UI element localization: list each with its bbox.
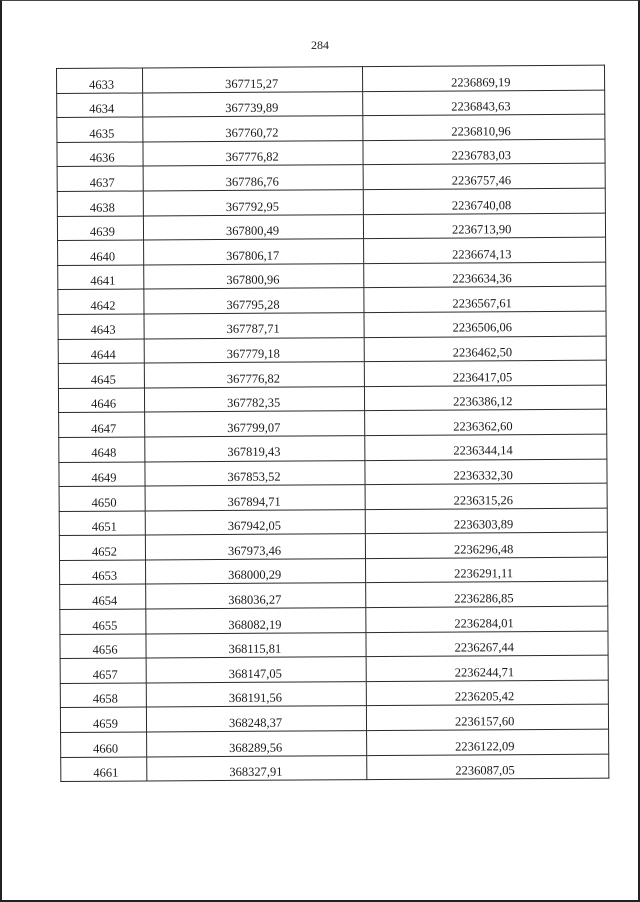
- point-number-cell: [59, 535, 145, 560]
- y-coordinate-cell-text: 2236122,09: [455, 738, 515, 754]
- point-number-cell: [60, 707, 146, 732]
- table-row: [58, 237, 606, 265]
- x-coordinate-cell-text: 367787,71: [226, 322, 280, 337]
- y-coordinate-cell-text: 2236757,46: [451, 173, 512, 188]
- y-coordinate-cell: [366, 606, 608, 632]
- y-coordinate-cell-text: 2236810,96: [451, 123, 511, 139]
- y-coordinate-cell: [367, 729, 609, 755]
- x-coordinate-cell-text: 367792,95: [225, 199, 280, 214]
- y-coordinate-cell: [366, 557, 608, 583]
- point-number-cell-text: 4639: [89, 224, 116, 239]
- table-row: [57, 65, 605, 93]
- point-number-cell: [57, 93, 143, 118]
- table-row: [58, 336, 606, 364]
- x-coordinate-cell-text: 367786,76: [225, 174, 279, 189]
- y-coordinate-cell-text: 2236506,06: [452, 320, 513, 336]
- x-coordinate-cell-text: 367779,18: [226, 346, 280, 362]
- point-number-cell: [57, 117, 143, 142]
- coordinates-table-body: [57, 65, 609, 782]
- y-coordinate-cell-text: 2236386,12: [453, 394, 513, 409]
- point-number-cell: [58, 289, 144, 314]
- x-coordinate-cell: [146, 706, 366, 732]
- point-number-cell-text: 4656: [92, 642, 118, 657]
- y-coordinate-cell: [363, 90, 605, 116]
- x-coordinate-cell: [147, 755, 367, 781]
- page-number: 284: [311, 38, 329, 52]
- y-coordinate-cell: [366, 631, 608, 657]
- point-number-cell: [60, 609, 146, 634]
- y-coordinate-cell: [363, 188, 605, 214]
- point-number-cell: [60, 584, 146, 609]
- table-row: [59, 434, 607, 462]
- point-number-cell-text: 4640: [90, 249, 116, 264]
- x-coordinate-cell: [144, 337, 364, 363]
- x-coordinate-cell: [146, 657, 366, 683]
- point-number-cell-text: 4658: [92, 692, 118, 707]
- point-number-cell: [58, 388, 144, 413]
- x-coordinate-cell: [146, 583, 366, 609]
- table-row: [60, 680, 608, 708]
- x-coordinate-cell-text: 368248,37: [228, 715, 283, 730]
- y-coordinate-cell: [365, 409, 607, 435]
- point-number-cell: [60, 634, 146, 659]
- y-coordinate-cell-text: 2236462,50: [452, 345, 513, 360]
- y-coordinate-cell-text: 2236344,14: [453, 443, 513, 459]
- x-coordinate-cell: [146, 558, 366, 584]
- point-number-cell-text: 4652: [91, 544, 117, 559]
- y-coordinate-cell-text: 2236332,30: [453, 468, 513, 483]
- point-number-cell-text: 4646: [91, 396, 117, 412]
- x-coordinate-cell-text: 367800,49: [225, 223, 280, 239]
- table-row: [58, 286, 606, 314]
- point-number-cell-text: 4645: [90, 372, 116, 387]
- x-coordinate-cell: [144, 313, 364, 339]
- point-number-cell: [60, 658, 146, 683]
- y-coordinate-cell: [364, 360, 606, 386]
- x-coordinate-cell: [143, 116, 363, 142]
- x-coordinate-cell: [143, 140, 363, 166]
- x-coordinate-cell: [144, 263, 364, 289]
- point-number-cell: [61, 757, 147, 782]
- y-coordinate-cell-text: 2236713,90: [451, 222, 512, 237]
- x-coordinate-cell-text: 367800,96: [226, 272, 280, 288]
- table-row: [59, 508, 607, 536]
- x-coordinate-cell-text: 367894,71: [227, 494, 281, 509]
- x-coordinate-cell: [147, 731, 367, 757]
- x-coordinate-cell: [145, 509, 365, 535]
- point-number-cell-text: 4660: [93, 741, 119, 756]
- x-coordinate-cell-text: 367782,35: [227, 395, 281, 411]
- x-coordinate-cell: [144, 239, 364, 265]
- table-row: [59, 483, 607, 511]
- table-row: [59, 532, 607, 560]
- y-coordinate-cell: [366, 680, 608, 706]
- point-number-cell: [59, 486, 145, 511]
- table-row: [57, 90, 605, 118]
- y-coordinate-cell-text: 2236634,36: [452, 271, 512, 286]
- x-coordinate-cell-text: 367776,82: [226, 371, 281, 386]
- table-row: [61, 754, 609, 782]
- table-row: [58, 311, 606, 339]
- point-number-cell: [59, 437, 145, 462]
- x-coordinate-cell-text: 367739,89: [225, 100, 279, 116]
- y-coordinate-cell-text: 2236674,13: [452, 246, 512, 262]
- table-row: [57, 114, 605, 142]
- point-number-cell-text: 4635: [89, 126, 115, 141]
- table-row: [60, 631, 608, 659]
- y-coordinate-cell: [364, 262, 606, 288]
- point-number-cell: [57, 68, 143, 93]
- point-number-cell-text: 4657: [92, 667, 118, 682]
- table-row: [60, 606, 608, 634]
- point-number-cell-text: 4661: [93, 765, 119, 780]
- y-coordinate-cell: [365, 483, 607, 509]
- y-coordinate-cell: [366, 705, 608, 731]
- point-number-cell-text: 4637: [89, 175, 115, 190]
- y-coordinate-cell: [362, 65, 604, 91]
- table-row: [57, 213, 605, 241]
- y-coordinate-cell-text: 2236205,42: [454, 689, 515, 704]
- x-coordinate-cell-text: 367795,28: [226, 297, 280, 312]
- y-coordinate-cell-text: 2236157,60: [454, 714, 515, 729]
- point-number-cell: [57, 191, 143, 216]
- y-coordinate-cell-text: 2236303,89: [453, 517, 514, 532]
- table-row: [59, 409, 607, 437]
- x-coordinate-cell-text: 367760,72: [225, 125, 279, 140]
- point-number-cell-text: 4651: [91, 519, 117, 535]
- point-number-cell-text: 4641: [90, 273, 116, 289]
- x-coordinate-cell-text: 367776,82: [225, 149, 279, 165]
- point-number-cell: [59, 412, 145, 437]
- table-row: [59, 459, 607, 487]
- x-coordinate-cell: [145, 485, 365, 511]
- y-coordinate-cell-text: 2236783,03: [451, 148, 511, 163]
- x-coordinate-cell: [145, 411, 365, 437]
- y-coordinate-cell: [366, 655, 608, 681]
- point-number-cell-text: 4648: [91, 446, 117, 461]
- y-coordinate-cell: [367, 754, 609, 780]
- y-coordinate-cell-text: 2236291,11: [454, 566, 514, 581]
- y-coordinate-cell: [364, 237, 606, 263]
- point-number-cell-text: 4644: [90, 347, 116, 362]
- y-coordinate-cell-text: 2236296,48: [453, 542, 514, 557]
- point-number-cell-text: 4636: [89, 150, 115, 166]
- x-coordinate-cell-text: 367853,52: [227, 469, 281, 485]
- y-coordinate-cell: [364, 286, 606, 312]
- table-row: [60, 705, 608, 733]
- coordinates-table: [56, 65, 609, 783]
- x-coordinate-cell: [145, 534, 365, 560]
- x-coordinate-cell: [143, 190, 363, 216]
- table-row: [60, 655, 608, 683]
- point-number-cell: [59, 461, 145, 486]
- y-coordinate-cell: [363, 114, 605, 140]
- x-coordinate-cell: [144, 362, 364, 388]
- y-coordinate-cell-text: 2236843,63: [451, 99, 511, 114]
- table-row: [58, 360, 606, 388]
- table-row: [61, 729, 609, 757]
- table-row: [58, 262, 606, 290]
- point-number-cell-text: 4653: [92, 569, 118, 584]
- point-number-cell-text: 4654: [92, 593, 118, 608]
- point-number-cell-text: 4650: [91, 495, 117, 510]
- x-coordinate-cell-text: 368115,81: [228, 641, 282, 657]
- y-coordinate-cell: [365, 532, 607, 558]
- y-coordinate-cell-text: 2236362,60: [453, 419, 513, 434]
- x-coordinate-cell: [144, 386, 364, 412]
- table-row: [58, 385, 606, 413]
- y-coordinate-cell: [365, 508, 607, 534]
- y-coordinate-cell: [366, 582, 608, 608]
- y-coordinate-cell-text: 2236284,01: [454, 615, 514, 631]
- point-number-cell-text: 4634: [89, 101, 115, 116]
- point-number-cell: [58, 265, 144, 290]
- point-number-cell: [60, 560, 146, 585]
- x-coordinate-cell-text: 367942,05: [227, 518, 281, 534]
- y-coordinate-cell-text: 2236286,85: [454, 591, 514, 606]
- point-number-cell: [58, 363, 144, 388]
- x-coordinate-cell-text: 367806,17: [226, 248, 280, 263]
- table-row: [57, 188, 605, 216]
- y-coordinate-cell: [365, 434, 607, 460]
- point-number-cell-text: 4643: [90, 323, 116, 338]
- y-coordinate-cell-text: 2236567,61: [452, 296, 512, 311]
- x-coordinate-cell: [146, 608, 366, 634]
- x-coordinate-cell: [146, 681, 366, 707]
- y-coordinate-cell-text: 2236244,71: [454, 665, 515, 680]
- y-coordinate-cell: [363, 213, 605, 239]
- x-coordinate-cell: [143, 67, 363, 93]
- y-coordinate-cell-text: 2236267,44: [454, 640, 514, 655]
- y-coordinate-cell: [363, 164, 605, 190]
- y-coordinate-cell: [363, 139, 605, 165]
- point-number-cell: [57, 166, 143, 191]
- point-number-cell: [57, 216, 143, 241]
- x-coordinate-cell: [143, 165, 363, 191]
- y-coordinate-cell-text: 2236417,05: [452, 369, 513, 385]
- x-coordinate-cell: [146, 632, 366, 658]
- x-coordinate-cell: [143, 91, 363, 117]
- point-number-cell-text: 4659: [92, 716, 119, 731]
- point-number-cell: [57, 142, 143, 167]
- y-coordinate-cell: [364, 385, 606, 411]
- x-coordinate-cell: [145, 436, 365, 462]
- x-coordinate-cell: [143, 214, 363, 240]
- x-coordinate-cell-text: 368147,05: [228, 666, 282, 681]
- point-number-cell: [58, 240, 144, 265]
- table-row: [60, 582, 608, 610]
- table-row: [57, 139, 605, 167]
- x-coordinate-cell-text: 367799,07: [227, 420, 281, 435]
- y-coordinate-cell-text: 2236087,05: [455, 763, 515, 778]
- x-coordinate-cell: [144, 288, 364, 314]
- x-coordinate-cell-text: 368289,56: [229, 740, 283, 755]
- x-coordinate-cell-text: 368082,19: [228, 617, 282, 632]
- point-number-cell: [60, 683, 146, 708]
- x-coordinate-cell-text: 368191,56: [228, 691, 283, 706]
- point-number-cell-text: 4649: [91, 470, 117, 485]
- table-row: [60, 557, 608, 585]
- x-coordinate-cell-text: 367973,46: [227, 543, 282, 558]
- point-number-cell-text: 4642: [90, 298, 116, 313]
- y-coordinate-cell: [364, 336, 606, 362]
- x-coordinate-cell-text: 367715,27: [225, 76, 279, 91]
- x-coordinate-cell-text: 368036,27: [228, 592, 282, 607]
- point-number-cell-text: 4638: [89, 200, 115, 215]
- point-number-cell-text: 4655: [92, 618, 118, 633]
- y-coordinate-cell-text: 2236740,08: [451, 197, 512, 213]
- x-coordinate-cell-text: 368327,91: [229, 764, 283, 780]
- point-number-cell-text: 4633: [89, 77, 115, 92]
- point-number-cell: [59, 511, 145, 536]
- y-coordinate-cell-text: 2236869,19: [451, 74, 511, 90]
- y-coordinate-cell: [364, 311, 606, 337]
- x-coordinate-cell-text: 368000,29: [228, 568, 282, 583]
- y-coordinate-cell-text: 2236315,26: [453, 492, 514, 508]
- x-coordinate-cell-text: 367819,43: [227, 445, 281, 460]
- point-number-cell: [61, 732, 147, 757]
- point-number-cell: [58, 338, 144, 363]
- y-coordinate-cell: [365, 459, 607, 485]
- table-row: [57, 164, 605, 192]
- x-coordinate-cell: [145, 460, 365, 486]
- point-number-cell: [58, 314, 144, 339]
- point-number-cell-text: 4647: [91, 421, 117, 436]
